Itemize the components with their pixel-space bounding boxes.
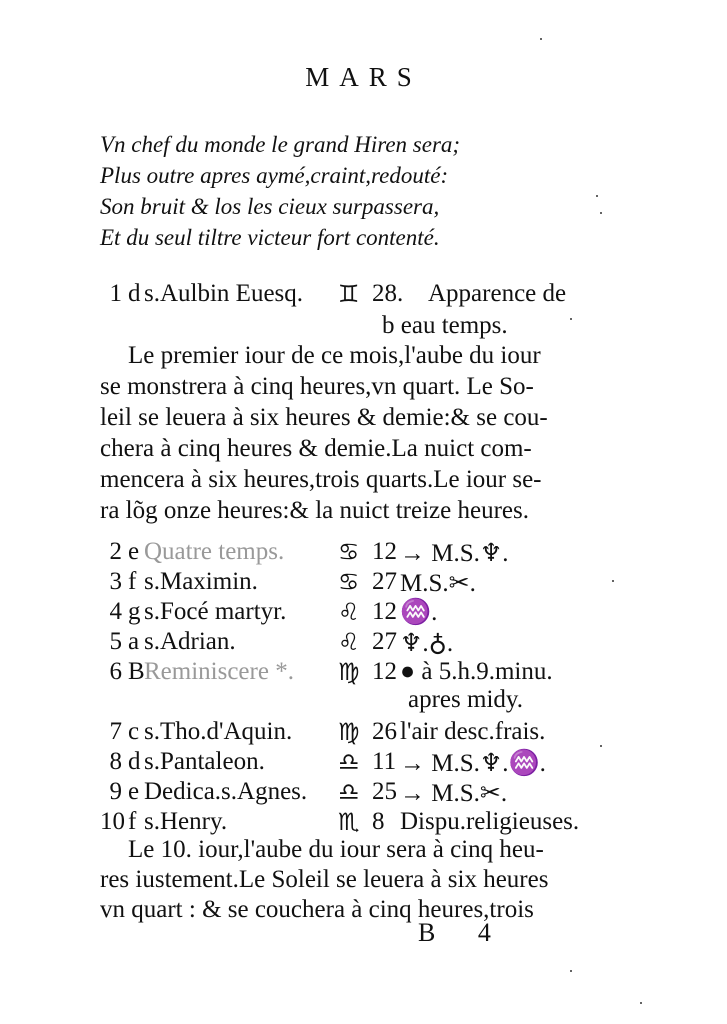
cancer-icon: ♋ <box>338 568 360 596</box>
calendar-entry-continued <box>100 686 620 720</box>
verse-line-4: Et du seul tiltre victeur fort contenté. <box>100 225 440 250</box>
saint-name: s.Henry. <box>144 808 228 835</box>
degree: 11 <box>372 748 397 775</box>
degree: 25 <box>372 778 397 805</box>
day-number: 9 <box>109 778 122 805</box>
scan-speck <box>640 1002 642 1004</box>
aspect-note: M.S.✂. <box>400 570 476 597</box>
aspect-note: l'air desc.frais. <box>400 718 546 745</box>
virgo-icon: ♍ <box>338 718 360 746</box>
scan-speck <box>570 318 572 320</box>
day-number: 3 <box>109 568 122 595</box>
paragraph-1-line-3: leil se leuera à six heures & demie:& se cou- <box>100 404 548 431</box>
libra-icon: ♎ <box>338 778 360 806</box>
scan-speck <box>540 38 542 40</box>
dominical-letter: f <box>128 568 137 595</box>
dominical-letter: f <box>128 808 137 835</box>
degree: 12 <box>372 538 397 565</box>
aspect-note: → M.S.♆.♒. <box>400 750 546 777</box>
calendar-entry-1 <box>100 280 620 314</box>
aspect-note: → M.S.♆. <box>400 540 509 567</box>
degree: 8 <box>372 808 385 835</box>
scorpio-icon: ♏ <box>338 808 360 836</box>
verse-line-2: Plus outre apres aymé,craint,redouté: <box>100 163 449 188</box>
libra-icon: ♎ <box>338 748 360 776</box>
scan-speck <box>600 212 602 214</box>
page-title: MARS <box>305 62 422 92</box>
day-number: 5 <box>109 628 122 655</box>
degree: 27 <box>372 628 397 655</box>
saint-name: s.Focé martyr. <box>144 598 287 625</box>
dominical-letter: c <box>128 718 140 745</box>
weather-note: Apparence de <box>428 280 567 307</box>
scan-speck <box>612 580 614 582</box>
day-number: 4 <box>109 598 122 625</box>
weather-note-continued: b eau temps. <box>382 312 508 339</box>
saint-name: s.Tho.d'Aquin. <box>144 718 293 745</box>
gemini-icon: ♊ <box>338 280 360 308</box>
leo-icon: ♌ <box>338 628 360 656</box>
calendar-entry <box>100 628 620 662</box>
degree: 27 <box>372 568 397 595</box>
scan-speck <box>596 195 598 197</box>
signature-mark: B 4 <box>418 918 509 947</box>
aspect-note: apres midy. <box>408 686 524 713</box>
saint-name: s.Maximin. <box>144 568 258 595</box>
aspect-note: ♒. <box>400 599 438 626</box>
paragraph-1-line-1: Le premier iour de ce mois,l'aube du iour <box>128 342 541 369</box>
day-number: 7 <box>109 718 122 745</box>
paragraph-1-line-4: chera à cinq heures & demie.La nuict com- <box>100 435 532 462</box>
saint-name: s.Aulbin Euesq. <box>144 280 304 307</box>
paragraph-1-line-5: mencera à six heures,trois quarts.Le iour se- <box>100 466 542 493</box>
aspect-note: ♆.♁. <box>400 630 454 657</box>
aspect-note: → M.S.✂. <box>400 780 508 807</box>
verse-line-1: Vn chef du monde le grand Hiren sera; <box>100 132 461 157</box>
saint-name: Reminiscere *. <box>144 658 294 685</box>
calendar-entry <box>100 748 620 782</box>
calendar-entry <box>100 778 620 812</box>
degree: 12 <box>372 598 397 625</box>
aspect-note: ● à 5.h.9.minu. <box>400 658 553 685</box>
scan-speck <box>600 745 602 747</box>
dominical-letter: B <box>128 658 145 685</box>
saint-name: Dedica.s.Agnes. <box>144 778 308 805</box>
aspect-note: Dispu.religieuses. <box>400 808 580 835</box>
paragraph-2-line-2: res iustement.Le Soleil se leuera à six heures <box>100 866 549 893</box>
verse-line-3: Son bruit & los les cieux surpassera, <box>100 194 440 219</box>
day-number: 1 <box>109 280 122 307</box>
degree: 28. <box>372 280 404 307</box>
dominical-letter: e <box>128 538 140 565</box>
dominical-letter: g <box>128 598 141 625</box>
calendar-entry <box>100 568 620 602</box>
calendar-entry <box>100 538 620 572</box>
calendar-entry <box>100 598 620 632</box>
dominical-letter: a <box>128 628 140 655</box>
saint-name: s.Pantaleon. <box>144 748 265 775</box>
saint-name: Quatre temps. <box>144 538 285 565</box>
virgo-icon: ♍ <box>338 658 360 686</box>
dominical-letter: d <box>128 280 141 307</box>
calendar-entry <box>100 718 620 752</box>
scan-speck <box>570 970 572 972</box>
day-number: 10 <box>100 808 125 835</box>
day-number: 8 <box>109 748 122 775</box>
saint-name: s.Adrian. <box>144 628 236 655</box>
day-number: 6 <box>109 658 122 685</box>
leo-icon: ♌ <box>338 598 360 626</box>
dominical-letter: d <box>128 748 141 775</box>
paragraph-2-line-1: Le 10. iour,l'aube du iour sera à cinq heu- <box>128 836 544 863</box>
paragraph-2-line-3: vn quart : & se couchera à cinq heures,trois <box>100 896 534 923</box>
cancer-icon: ♋ <box>338 538 360 566</box>
paragraph-1-line-6: ra lõg onze heures:& la nuict treize heures. <box>100 497 529 524</box>
day-number: 2 <box>109 538 122 565</box>
degree: 26 <box>372 718 397 745</box>
dominical-letter: e <box>128 778 140 805</box>
paragraph-1-line-2: se monstrera à cinq heures,vn quart. Le So- <box>100 373 534 400</box>
degree: 12 <box>372 658 397 685</box>
